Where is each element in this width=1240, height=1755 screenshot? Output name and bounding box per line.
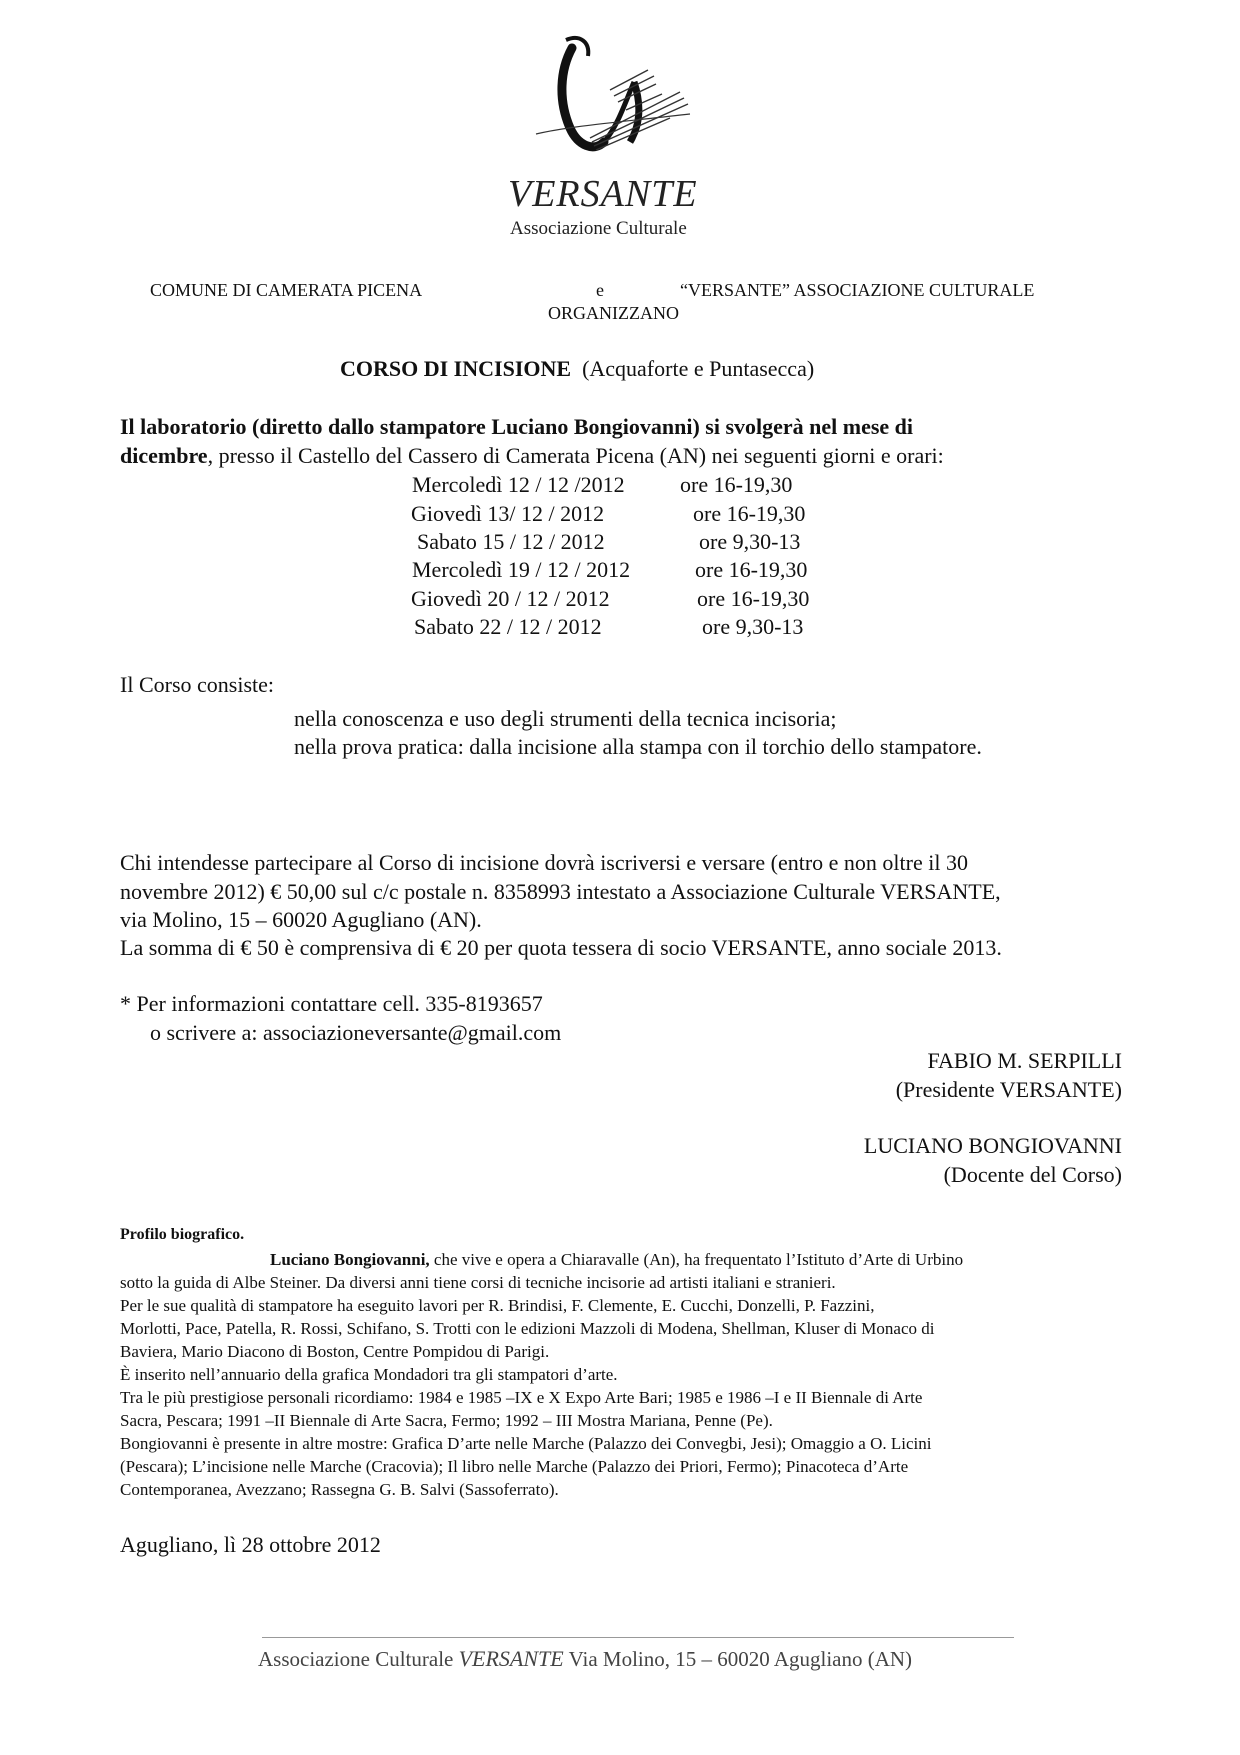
schedule-time: ore 9,30-13 <box>702 614 804 639</box>
footer-suffix: Via Molino, 15 – 60020 Agugliano (AN) <box>563 1647 913 1671</box>
organizer-verb: ORGANIZZANO <box>548 303 679 323</box>
organizer-and: e <box>596 280 604 300</box>
signature-name: FABIO M. SERPILLI <box>927 1048 1122 1073</box>
bio-name: Luciano Bongiovanni, <box>270 1250 430 1269</box>
intro-line-1: Il laboratorio (diretto dallo stampatore Luciano Bongiovanni) si svolgerà nel mese di <box>120 414 914 439</box>
bio-line: Sacra, Pescara; 1991 –II Biennale di Arte Sacra, Fermo; 1992 – III Mostra Mariana, Penne (Pe). <box>120 1411 773 1430</box>
bio-line: sotto la guida di Albe Steiner. Da diversi anni tiene corsi di tecniche incisorie ad artisti italiani e stranieri. <box>120 1273 836 1292</box>
schedule-day: Sabato 15 / 12 / 2012 <box>417 529 605 554</box>
bio-line: Baviera, Mario Diacono di Boston, Centre Pompidou di Parigi. <box>120 1342 550 1361</box>
schedule-time: ore 16-19,30 <box>693 501 806 526</box>
intro-month: dicembre <box>120 443 208 468</box>
signature-role: (Presidente VERSANTE) <box>895 1077 1122 1102</box>
contact-email: o scrivere a: associazioneversante@gmail.com <box>150 1020 562 1045</box>
schedule-day: Giovedì 20 / 12 / 2012 <box>411 586 610 611</box>
schedule-time: ore 16-19,30 <box>680 472 793 497</box>
bio-line: Contemporanea, Avezzano; Rassegna G. B. Salvi (Sassoferrato). <box>120 1480 559 1499</box>
bio-line: Tra le più prestigiose personali ricordiamo: 1984 e 1985 –IX e X Expo Arte Bari; 1985 e 1986 –I e II Biennale di Arte <box>120 1388 923 1407</box>
bio-first-line <box>270 1250 963 1270</box>
enrollment-line: via Molino, 15 – 60020 Agugliano (AN). <box>120 907 482 932</box>
bio-heading: Profilo biografico. <box>120 1226 245 1243</box>
versante-logo-icon <box>530 30 700 160</box>
schedule-day: Mercoledì 19 / 12 / 2012 <box>412 557 631 582</box>
schedule-day: Giovedì 13/ 12 / 2012 <box>411 501 605 526</box>
enrollment-line: La somma di € 50 è comprensiva di € 20 per quota tessera di socio VERSANTE, anno sociale 2013. <box>120 935 1002 960</box>
consists-heading: Il Corso consiste: <box>120 672 274 697</box>
bio-line: Per le sue qualità di stampatore ha eseguito lavori per R. Brindisi, F. Clemente, E. Cucchi, Donzelli, P. Fazzini, <box>120 1296 875 1315</box>
schedule-time: ore 9,30-13 <box>699 529 801 554</box>
footer-prefix: Associazione Culturale <box>258 1647 459 1671</box>
consists-item: nella conoscenza e uso degli strumenti della tecnica incisoria; <box>294 706 837 731</box>
place-date: Agugliano, lì 28 ottobre 2012 <box>120 1532 381 1557</box>
footer-address <box>258 1646 912 1672</box>
contact-phone: * Per informazioni contattare cell. 335-8193657 <box>120 991 543 1016</box>
footer-brand: VERSANTE <box>458 1646 564 1671</box>
schedule-day: Sabato 22 / 12 / 2012 <box>414 614 602 639</box>
course-title-bold: CORSO DI INCISIONE <box>340 356 572 381</box>
footer-divider <box>262 1637 1014 1638</box>
bio-line: Morlotti, Pace, Patella, R. Rossi, Schifano, S. Trotti con le edizioni Mazzoli di Modena, Shellman, Kluser di Monaco di <box>120 1319 935 1338</box>
course-title-rest: (Acquaforte e Puntasecca) <box>582 356 815 381</box>
schedule-day: Mercoledì 12 / 12 /2012 <box>412 472 625 497</box>
consists-item: nella prova pratica: dalla incisione alla stampa con il torchio dello stampatore. <box>294 734 982 759</box>
enrollment-line: novembre 2012) € 50,00 sul c/c postale n. 8358993 intestato a Associazione Culturale VERSANTE, <box>120 879 1001 904</box>
signature-name: LUCIANO BONGIOVANNI <box>863 1133 1122 1158</box>
enrollment-line: Chi intendesse partecipare al Corso di incisione dovrà iscriversi e versare (entro e non oltre il 30 <box>120 850 968 875</box>
schedule-time: ore 16-19,30 <box>695 557 808 582</box>
organizer-right: “VERSANTE” ASSOCIAZIONE CULTURALE <box>680 280 1035 300</box>
bio-first-rest: che vive e opera a Chiaravalle (An), ha frequentato l’Istituto d’Arte di Urbino <box>429 1250 964 1269</box>
logo-subtitle: Associazione Culturale <box>510 218 687 239</box>
schedule-time: ore 16-19,30 <box>697 586 810 611</box>
bio-line: (Pescara); L’incisione nelle Marche (Cracovia); Il libro nelle Marche (Palazzo dei Priori, Fermo); Pinacoteca d’Arte <box>120 1457 909 1476</box>
intro-line-2-rest: , presso il Castello del Cassero di Camerata Picena (AN) nei seguenti giorni e orari: <box>207 443 944 468</box>
logo-title: VERSANTE <box>508 173 698 215</box>
course-title <box>340 356 814 382</box>
bio-line: Bongiovanni è presente in altre mostre: Grafica D’arte nelle Marche (Palazzo dei Convegbi, Jesi); Omaggio a O. Licini <box>120 1434 932 1453</box>
intro-line-2 <box>120 443 944 469</box>
bio-line: È inserito nell’annuario della grafica Mondadori tra gli stampatori d’arte. <box>120 1365 618 1384</box>
signature-role: (Docente del Corso) <box>943 1162 1122 1187</box>
organizer-left: COMUNE DI CAMERATA PICENA <box>150 280 423 300</box>
